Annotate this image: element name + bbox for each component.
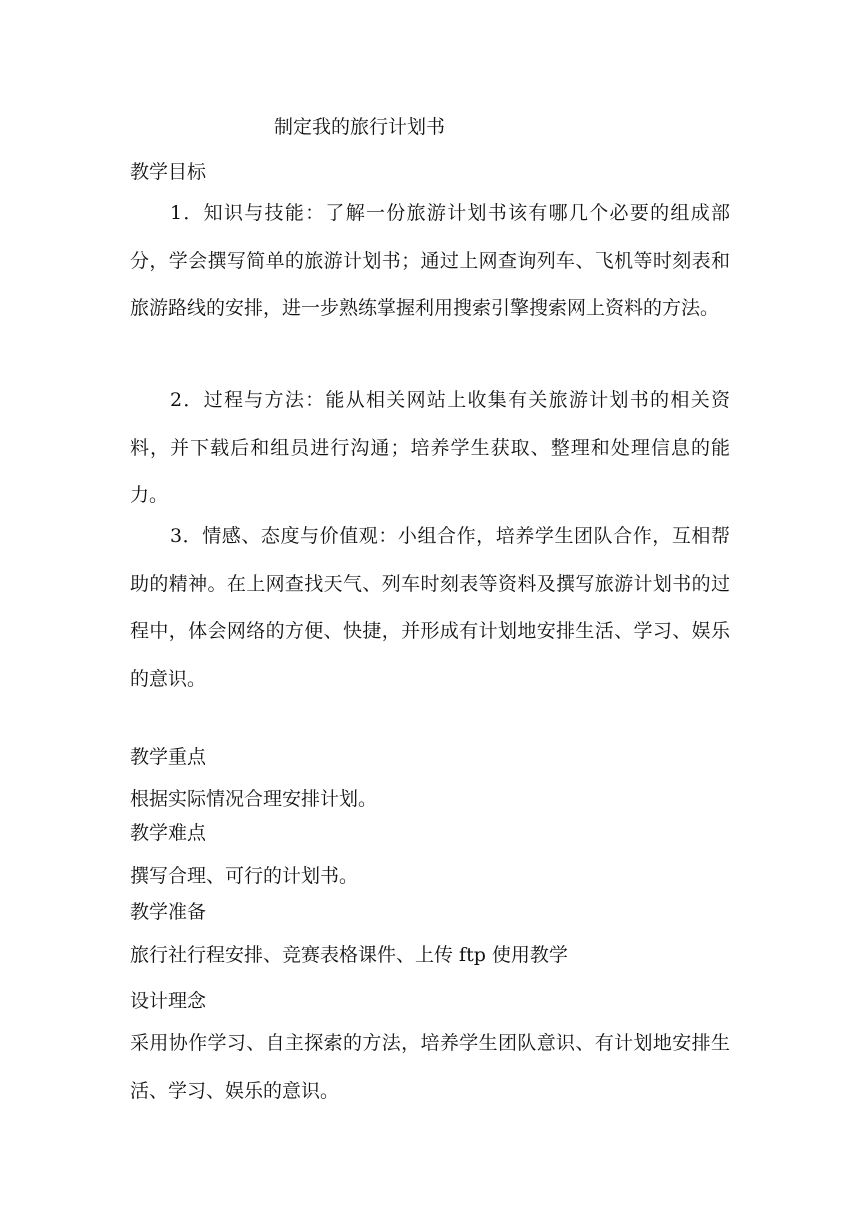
design-concept-heading: 设计理念 bbox=[130, 990, 207, 1012]
key-points-text: 根据实际情况合理安排计划。 bbox=[130, 788, 378, 810]
difficulties-heading: 教学难点 bbox=[130, 822, 207, 844]
preparation-heading: 教学准备 bbox=[130, 901, 207, 923]
design-concept-text: 采用协作学习、自主探索的方法，培养学生团队意识、有计划地安排生活、学习、娱乐的意识。 bbox=[130, 1032, 730, 1102]
objective-item-3: 3．情感、态度与价值观：小组合作，培养学生团队合作，互相帮助的精神。在上网查找天气、列车时刻表等资料及撰写旅游计划书的过程中，体会网络的方便、快捷，并形成有计划地安排生活、学习、娱乐的意识。 bbox=[130, 525, 730, 690]
preparation-text: 旅行社行程安排、竞赛表格课件、上传 ftp 使用教学 bbox=[130, 944, 568, 966]
objectives-heading: 教学目标 bbox=[130, 161, 207, 183]
objective-item-1: 1．知识与技能：了解一份旅游计划书该有哪几个必要的组成部分，学会撰写简单的旅游计划书；通过上网查询列车、飞机等时刻表和旅游路线的安排，进一步熟练掌握利用搜索引擎搜索网上资料的方法。 bbox=[130, 202, 730, 319]
key-points-heading: 教学重点 bbox=[130, 746, 207, 768]
objective-item-2: 2．过程与方法：能从相关网站上收集有关旅游计划书的相关资料，并下载后和组员进行沟通；培养学生获取、整理和处理信息的能力。 bbox=[130, 389, 730, 506]
document-title: 制定我的旅行计划书 bbox=[274, 116, 446, 138]
difficulties-text: 撰写合理、可行的计划书。 bbox=[130, 865, 359, 887]
